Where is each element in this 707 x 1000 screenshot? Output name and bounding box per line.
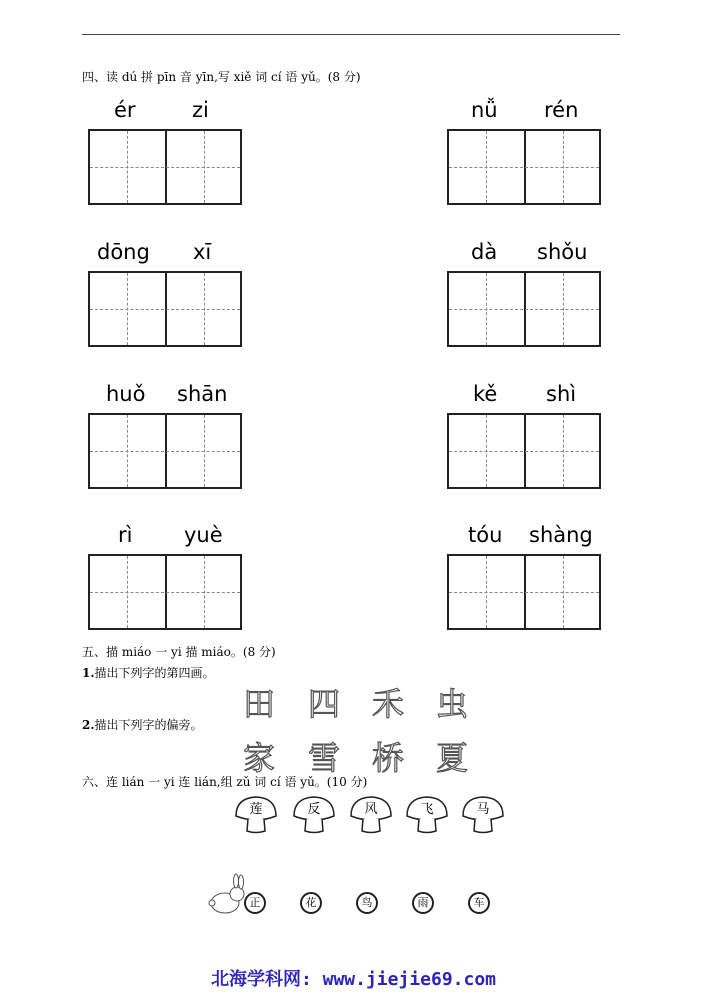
pinyin: nǚ	[471, 98, 498, 122]
mushroom-card[interactable]	[459, 794, 507, 834]
mushroom-char: 马	[476, 802, 490, 817]
pinyin: dōng	[97, 240, 150, 264]
writing-grid[interactable]	[88, 554, 242, 630]
pinyin: shān	[177, 382, 228, 406]
writing-grid[interactable]	[88, 271, 242, 347]
trace-char[interactable]: 家	[243, 739, 276, 777]
mushroom-card[interactable]	[290, 794, 338, 834]
circle-char[interactable]: 鸟	[356, 892, 378, 914]
trace-char[interactable]: 四	[308, 685, 341, 723]
mushroom-char: 飞	[420, 802, 434, 817]
circle-char[interactable]: 花	[300, 892, 322, 914]
pinyin: dà	[471, 240, 498, 264]
pinyin: shàng	[529, 523, 593, 547]
mushroom-card[interactable]	[232, 794, 280, 834]
writing-grid[interactable]	[447, 554, 601, 630]
writing-grid[interactable]	[447, 129, 601, 205]
circle-char[interactable]: 车	[468, 892, 490, 914]
pinyin: ér	[114, 98, 136, 122]
circle-char[interactable]: 正	[244, 892, 266, 914]
pinyin: zi	[192, 98, 209, 122]
section4-title: 四、读 dú 拼 pīn 音 yīn,写 xiě 词 cí 语 yǔ。(8 分)	[82, 70, 361, 84]
circle-char[interactable]: 雨	[412, 892, 434, 914]
section5-title: 五、描 miáo 一 yi 描 miáo。(8 分)	[82, 645, 276, 659]
writing-grid[interactable]	[447, 413, 601, 489]
trace-char[interactable]: 夏	[436, 739, 469, 777]
pinyin: shǒu	[537, 240, 588, 264]
pinyin: xī	[193, 240, 212, 264]
trace-char[interactable]: 雪	[308, 739, 341, 777]
trace-char[interactable]: 田	[243, 685, 276, 723]
pinyin: yuè	[184, 523, 223, 547]
pinyin: rì	[118, 523, 133, 547]
footer-watermark: 北海学科网: www.jiejie69.com	[210, 969, 497, 990]
trace-char[interactable]: 虫	[436, 685, 469, 723]
mushroom-card[interactable]	[347, 794, 395, 834]
pinyin: huǒ	[106, 382, 146, 406]
mushroom-char: 反	[307, 802, 321, 817]
top-rule	[82, 34, 620, 35]
writing-grid[interactable]	[447, 271, 601, 347]
section6-title: 六、连 lián 一 yi 连 lián,组 zǔ 词 cí 语 yǔ。(10 分)	[82, 775, 368, 789]
pinyin: shì	[546, 382, 577, 406]
writing-grid[interactable]	[88, 129, 242, 205]
mushroom-char: 莲	[249, 802, 263, 817]
rabbit-icon	[203, 872, 249, 918]
pinyin: kě	[473, 382, 498, 406]
writing-grid[interactable]	[88, 413, 242, 489]
trace-char[interactable]: 禾	[372, 685, 405, 723]
sub-question-2: 2.描出下列字的偏旁。	[82, 718, 203, 732]
sub-question-1: 1.描出下列字的第四画。	[82, 666, 215, 680]
mushroom-card[interactable]	[403, 794, 451, 834]
trace-char[interactable]: 桥	[372, 739, 405, 777]
pinyin: tóu	[468, 523, 503, 547]
mushroom-char: 风	[364, 802, 378, 817]
pinyin: rén	[544, 98, 579, 122]
